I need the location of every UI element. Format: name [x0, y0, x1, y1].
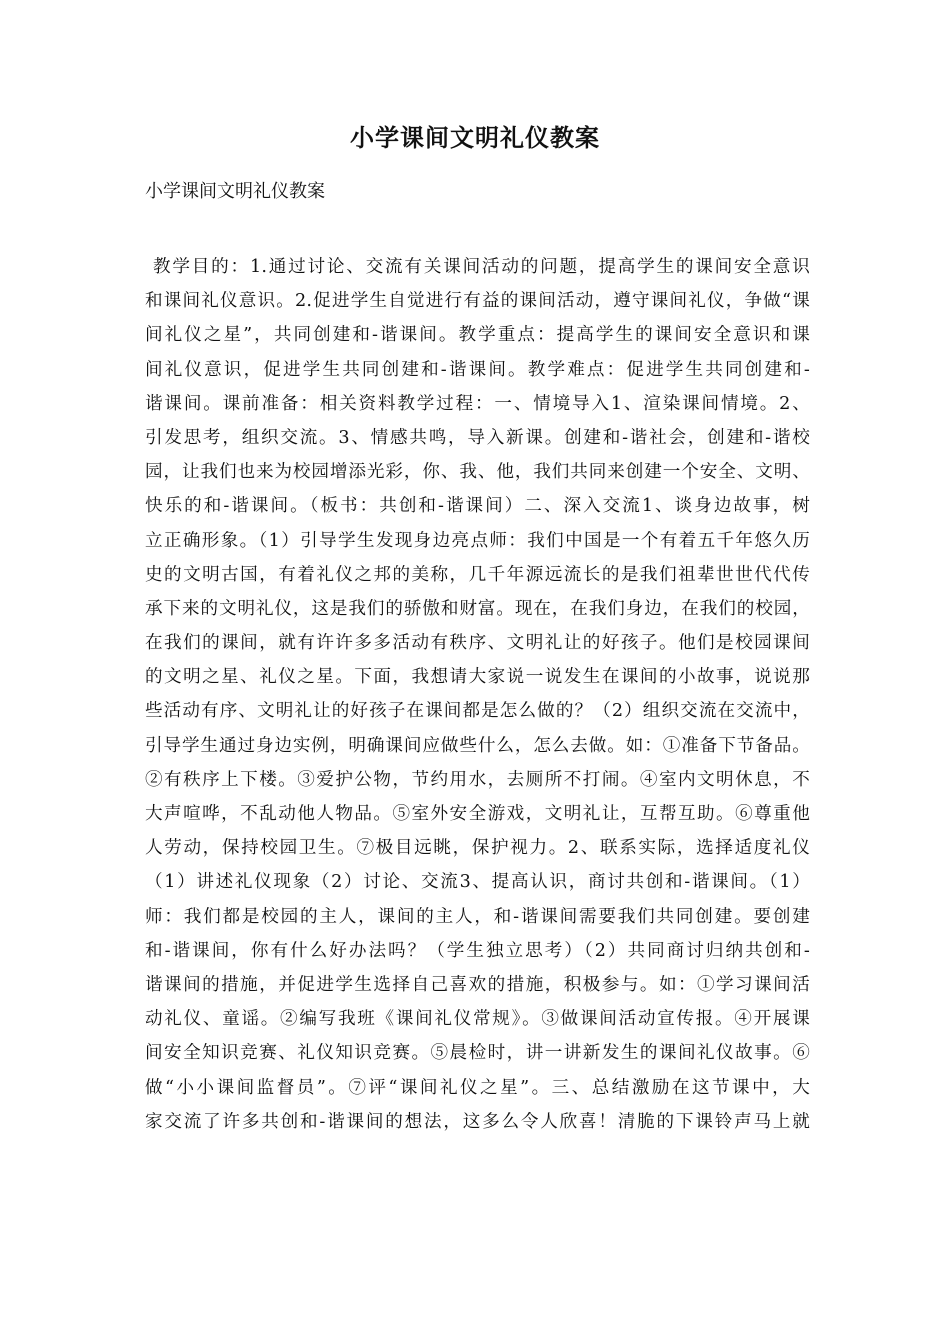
body-line: 和课间礼仪意识。2.促进学生自觉进行有益的课间活动，遵守课间礼仪，争做“课 — [145, 291, 810, 312]
body-line: 间礼仪意识，促进学生共同创建和-谐课间。教学难点：促进学生共同创建和- — [145, 359, 810, 380]
body-line: 立正确形象。（1）引导学生发现身边亮点师：我们中国是一个有着五千年悠久历 — [145, 530, 810, 551]
body-line: 园，让我们也来为校园增添光彩，你、我、他，我们共同来创建一个安全、文明、 — [145, 462, 810, 483]
body-line: 教学目的：1.通过讨论、交流有关课间活动的问题，提高学生的课间安全意识 — [153, 257, 810, 277]
body-line: 师：我们都是校园的主人，课间的主人，和-谐课间需要我们共同创建。要创建 — [145, 906, 810, 927]
body-line: 做“小小课间监督员”。⑦评“课间礼仪之星”。三、总结激励在这节课中，大 — [145, 1077, 810, 1098]
body-line: 谐课间。课前准备：相关资料教学过程：一、情境导入1、渲染课间情境。2、 — [145, 393, 810, 414]
body-line: 人劳动，保持校园卫生。⑦极目远眺，保护视力。2、联系实际，选择适度礼仪 — [145, 838, 810, 859]
body-line: ②有秩序上下楼。③爱护公物，节约用水，去厕所不打闹。④室内文明休息，不 — [145, 769, 810, 790]
body-line: 在我们的课间，就有许许多多活动有秩序、文明礼让的好孩子。他们是校园课间 — [145, 633, 810, 654]
body-line: 史的文明古国，有着礼仪之邦的美称，几千年源远流长的是我们祖辈世世代代传 — [145, 564, 810, 585]
body-line: 快乐的和-谐课间。（板书：共创和-谐课间）二、深入交流1、谈身边故事，树 — [145, 496, 810, 517]
body-line: 间安全知识竞赛、礼仪知识竞赛。⑤晨检时，讲一讲新发生的课间礼仪故事。⑥ — [145, 1043, 810, 1064]
document-body — [145, 250, 810, 1139]
body-line: 动礼仪、童谣。②编写我班《课间礼仪常规》。③做课间活动宣传报。④开展课 — [145, 1009, 810, 1030]
body-line: 和-谐课间，你有什么好办法吗？（学生独立思考）（2）共同商讨归纳共创和- — [145, 940, 810, 961]
body-line: 引发思考，组织交流。3、情感共鸣，导入新课。创建和-谐社会，创建和-谐校 — [145, 427, 810, 448]
document-subtitle: 小学课间文明礼仪教案 — [145, 181, 325, 202]
body-line: 些活动有序、文明礼让的好孩子在课间都是怎么做的？（2）组织交流在交流中， — [145, 701, 810, 722]
body-line: （1）讲述礼仪现象（2）讨论、交流3、提高认识，商讨共创和-谐课间。（1） — [145, 872, 810, 893]
body-line: 承下来的文明礼仪，这是我们的骄傲和财富。现在，在我们身边，在我们的校园， — [145, 598, 810, 619]
body-line: 的文明之星、礼仪之星。下面，我想请大家说一说发生在课间的小故事，说说那 — [145, 667, 810, 688]
body-line: 家交流了许多共创和-谐课间的想法，这多么令人欣喜！清脆的下课铃声马上就 — [145, 1111, 810, 1132]
body-line: 引导学生通过身边实例，明确课间应做些什么，怎么去做。如：①准备下节备品。 — [145, 735, 810, 756]
body-line: 谐课间的措施，并促进学生选择自己喜欢的措施，积极参与。如：①学习课间活 — [145, 974, 810, 995]
document-title: 小学课间文明礼仪教案 — [350, 123, 600, 152]
body-line: 大声喧哗，不乱动他人物品。⑤室外安全游戏，文明礼让，互帮互助。⑥尊重他 — [145, 804, 810, 824]
body-line: 间礼仪之星”，共同创建和-谐课间。教学重点：提高学生的课间安全意识和课 — [145, 325, 810, 346]
